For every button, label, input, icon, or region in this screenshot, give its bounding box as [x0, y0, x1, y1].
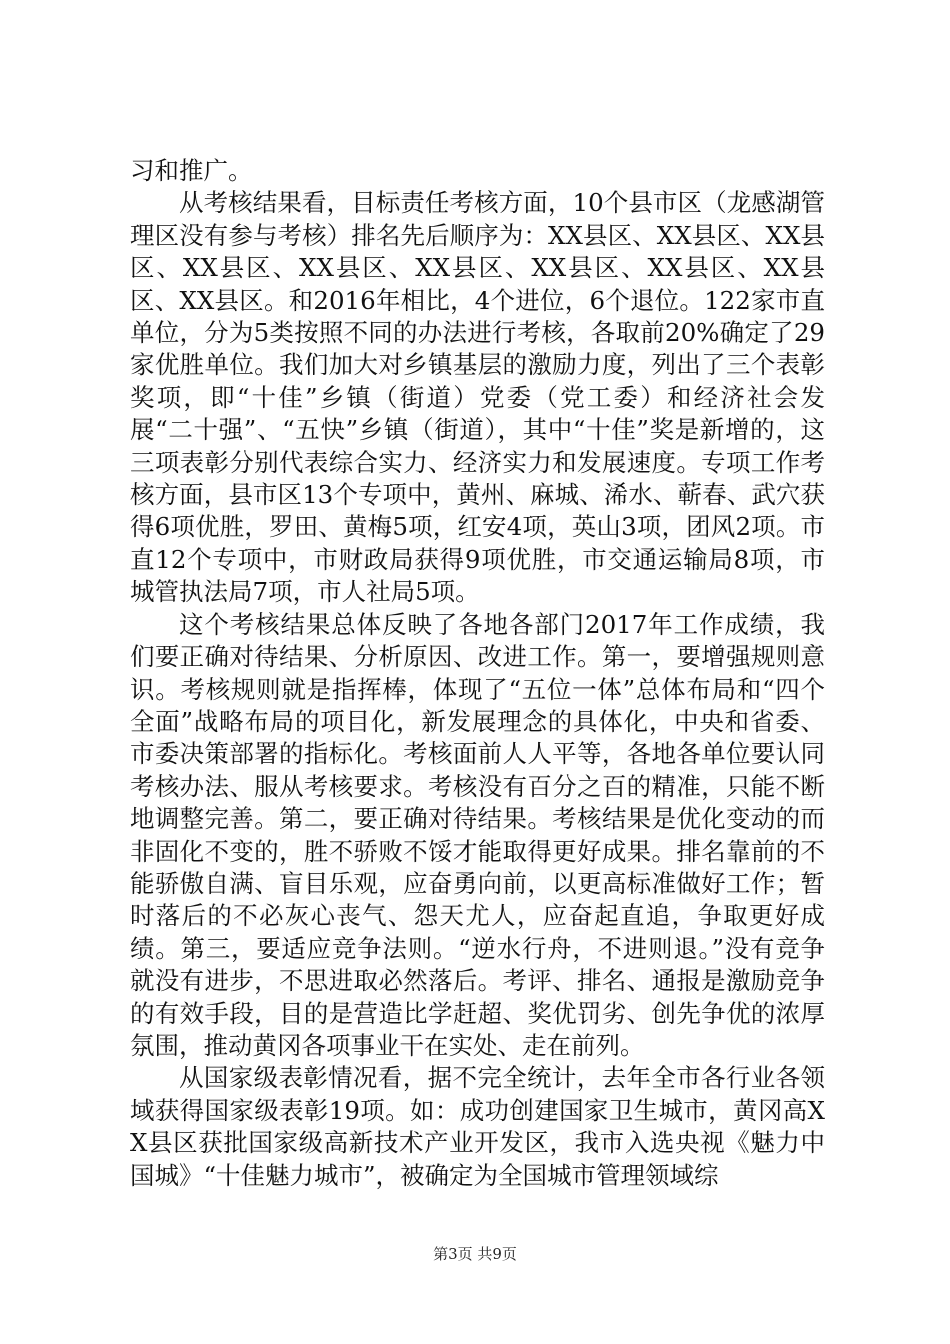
page-footer: [0, 1244, 950, 1264]
page-number: 第3页 共9页: [433, 1245, 517, 1263]
paragraph-assessment-reflection: 这个考核结果总体反映了各地各部门2017年工作成绩，我们要正确对待结果、分析原因、改进工作。第一，要增强规则意识。考核规则就是指挥棒，体现了“五位一体”总体布局和“四个全面”战略布局的项目化，新发展理念的具体化，中央和省委、市委决策部署的指标化。考核面前人人平等，各地各单位要认同考核办法、服从考核要求。考核没有百分之百的精准，只能不断地调整完善。第二，要正确对待结果。考核结果是优化变动的而非固化不变的，胜不骄败不馁才能取得更好成果。排名靠前的不能骄傲自满、盲目乐观，应奋勇向前，以更高标准做好工作；暂时落后的不必灰心丧气、怨天尤人，应奋起直追，争取更好成绩。第三，要适应竞争法则。“逆水行舟，不进则退。”没有竞争就没有进步，不思进取必然落后。考评、排名、通报是激励竞争的有效手段，目的是营造比学赶超、奖优罚劣、创先争优的浓厚氛围，推动黄冈各项事业干在实处、走在前列。: [130, 609, 825, 1060]
paragraph-assessment-results: 从考核结果看，目标责任考核方面，10个县市区（龙感湖管理区没有参与考核）排名先后顺序为：XX县区、XX县区、XX县区、XX县区、XX县区、XX县区、XX县区、XX县区、XX县区、XX县区。和2016年相比，4个进位，6个退位。122家市直单位，分为5类按照不同的办法进行考核，各取前20%确定了29家优胜单位。我们加大对乡镇基层的激励力度，列出了三个表彰奖项，即“十佳”乡镇（街道）党委（党工委）和经济社会发展“二十强”、“五快”乡镇（街道），其中“十佳”奖是新增的，这三项表彰分别代表综合实力、经济实力和发展速度。专项工作考核方面，县市区13个专项中，黄州、麻城、浠水、蕲春、武穴获得6项优胜，罗田、黄梅5项，红安4项，英山3项，团风2项。市直12个专项中，市财政局获得9项优胜，市交通运输局8项，市城管执法局7项，市人社局5项。: [130, 188, 825, 607]
paragraph-national-awards: 从国家级表彰情况看，据不完全统计，去年全市各行业各领域获得国家级表彰19项。如：成功创建国家卫生城市，黄冈高XX县区获批国家级高新技术产业开发区，我市入选央视《魅力中国城》“十佳魅力城市”，被确定为全国城市管理领域综: [130, 1063, 825, 1190]
document-body: [130, 155, 825, 1192]
paragraph-continuation: 习和推广。: [130, 156, 253, 185]
